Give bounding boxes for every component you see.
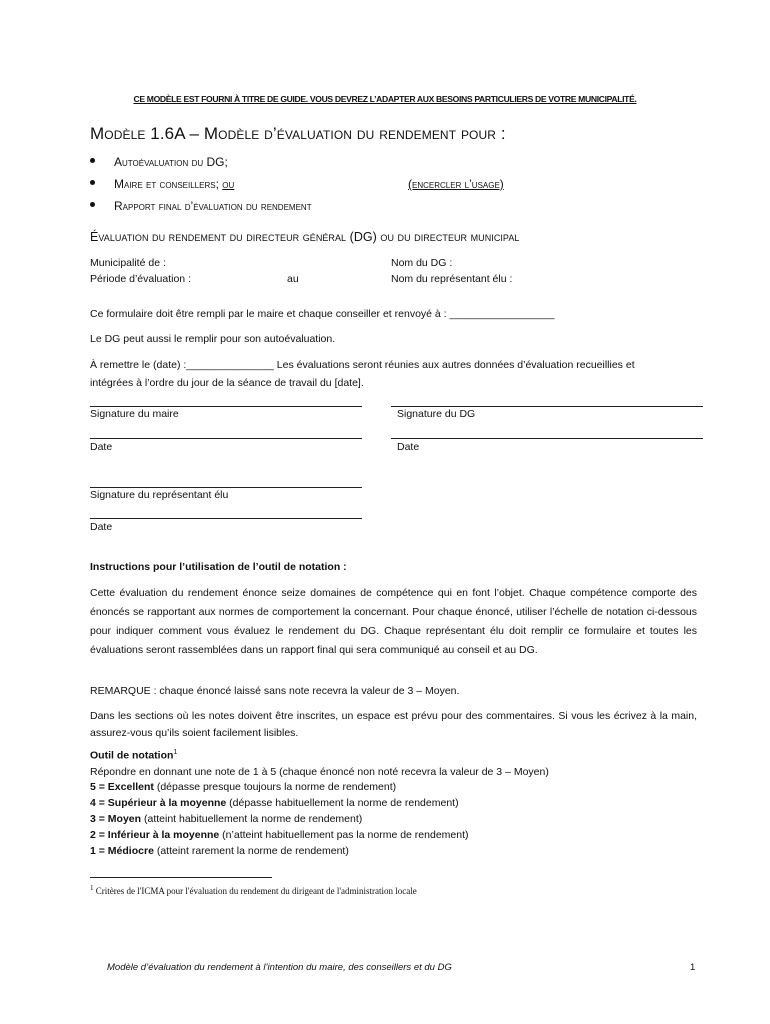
rempli-instruction: Ce formulaire doit être rempli par le maire et chaque conseiller et renvoyé à : __________________ [90, 308, 555, 320]
rating-2: 2 = Inférieur à la moyenne (n’atteint habituellement pas la norme de rendement) [90, 829, 469, 841]
signature-line-representant [90, 487, 362, 488]
nom-dg-label: Nom du DG : [391, 257, 453, 269]
remettre-line-2: intégrées à l’ordre du jour de la séance de travail du [date]. [90, 377, 364, 389]
signature-line-maire [90, 406, 362, 407]
instructions-heading: Instructions pour l’utilisation de l’outil de notation : [90, 561, 347, 573]
page-footer: Modèle d’évaluation du rendement à l’intention du maire, des conseillers et du DG [107, 962, 452, 973]
remarque-note: REMARQUE : chaque énoncé laissé sans note recevra la valeur de 3 – Moyen. [90, 685, 460, 697]
guide-banner: CE MODÈLE EST FOURNI À TITRE DE GUIDE. VOUS DEVREZ L’ADAPTER AUX BESOINS PARTICULIERS DE VOTRE MUNICIPALITÉ. [133, 94, 637, 104]
encercler-note: (encercler l’usage) [408, 177, 504, 191]
footnote-reference: 1 [173, 749, 178, 756]
outil-intro: Répondre en donnant une note de 1 à 5 (chaque énoncé non noté recevra la valeur de 3 – Moyen) [90, 766, 549, 778]
rating-1: 1 = Médiocre (atteint rarement la norme de rendement) [90, 845, 349, 857]
instructions-paragraph: Cette évaluation du rendement énonce seize domaines de compétence qui en font l’objet. Chaque compétence comporte des énoncés se rapportant aux normes de comportement la concernant. Pour chaque énoncé, utiliser l’échelle de notation ci-dessous pour indiquer comment vous évaluez le rendement du DG. Chaque représentant élu doit remplir ce formulaire et toutes les évaluations seront rassemblées dans un rapport final qui sera communiqué au conseil et au DG. [90, 587, 697, 656]
rating-3: 3 = Moyen (atteint habituellement la norme de rendement) [90, 813, 363, 825]
signature-dg-label: Signature du DG [397, 408, 476, 420]
periode-au-label: au [287, 273, 299, 285]
date-line-representant [90, 518, 362, 519]
rating-4: 4 = Supérieur à la moyenne (dépasse habituellement la norme de rendement) [90, 797, 459, 809]
page-title: Modèle 1.6A – Modèle d’évaluation du rendement pour : [90, 124, 506, 143]
bullet-icon [90, 180, 95, 185]
periode-label: Période d’évaluation : [90, 273, 191, 285]
autoevaluation-note: Le DG peut aussi le remplir pour son autoévaluation. [90, 333, 336, 345]
rating-5: 5 = Excellent (dépasse presque toujours la norme de rendement) [90, 781, 397, 793]
bullet-icon [90, 202, 95, 207]
date-line-maire [90, 438, 362, 439]
date-maire-label: Date [90, 441, 113, 453]
document-page: CE MODÈLE EST FOURNI À TITRE DE GUIDE. VOUS DEVREZ L’ADAPTER AUX BESOINS PARTICULIERS DE VOTRE MUNICIPALITÉ. Modèle 1.6A – Modèle d’évaluation du rendement pour : Autoévaluation du DG; Maire et conseillers; ou Rapport final d’évaluation du rendement (encercler l’usage) Évaluation du rendement du directeur général (DG) ou du directeur municipal Municipalité de : Période d’évaluation : au Nom du DG : Nom du représentant élu : Ce formulaire doit être rempli par le maire et chaque conseiller et renvoyé à : __________________ Le DG peut aussi le remplir pour son autoévaluation. À remettre le (date) :_______________ Les évaluations seront réunies aux autres données d’évaluation recueillies et intégrées à l’ordre du jour de la séance de travail du [date]. Signature du maire Signature du DG Date Date Signature du représentant élu Date Instructions pour l’utilisation de l’outil de notation : Cette évaluation du rendement énonce seize domaines de compétence qui en font l’objet. Chaque compétence comporte des énoncés se rapportant aux normes de comportement la concernant. Pour chaque énoncé, utiliser l’échelle de notation ci-dessous pour indiquer comment vous évaluez le rendement du DG. Chaque représentant élu doit remplir ce formulaire et toutes les évaluations seront rassemblées dans un rapport final qui sera communiqué au conseil et au DG. REMARQUE : chaque énoncé laissé sans note recevra la valeur de 3 – Moyen. Dans les sections où les notes doivent être inscrites, un espace est prévu pour des commentaires. Si vous les écrivez à la main, assurez-vous qu’ils soient facilement lisibles. Outil de notation$^1$ Répondre en donnant une note de 1 à 5 (chaque énoncé non noté recevra la valeur de 3 – Moyen) 5 = Excellent (dépasse presque toujours la norme de rendement) 4 = Supérieur à la moyenne (dépasse habituellement la norme de rendement) 3 = Moyen (atteint habituellement la norme de rendement) 2 = Inférieur à la moyenne (n’atteint habituellement pas la norme de rendement) 1 = Médiocre (atteint rarement la norme de rendement) $^1$ Critères de l'ICMA pour l'évaluation du rendement du dirigeant de l'administration locale Modèle d’évaluation du rendement à l’intention du maire, des conseillers et du DG 1 [0, 0, 770, 1024]
bullet-ou-text: ou [222, 177, 235, 191]
municipalite-label: Municipalité de : [90, 257, 166, 269]
sections-paragraph: Dans les sections où les notes doivent être inscrites, un espace est prévu pour des commentaires. Si vous les écrivez à la main, assurez-vous qu’ils soient facilement lisibles. [90, 710, 697, 739]
footnote-text: Critères de l'ICMA pour l'évaluation du rendement du dirigeant de l'administration locale [93, 886, 417, 896]
footnote [90, 884, 417, 896]
remettre-line-1: À remettre le (date) :_______________ Les évaluations seront réunies aux autres données d’évaluation recueillies et [90, 359, 635, 371]
signature-maire-label: Signature du maire [90, 408, 179, 420]
page-number: 1 [690, 962, 696, 973]
date-representant-label: Date [90, 521, 113, 533]
footnote-number: 1 [90, 884, 94, 892]
date-line-dg [391, 438, 703, 439]
bullet-maire-text: Maire et conseillers; [114, 177, 223, 191]
outil-heading: Outil de notation$^1$ [90, 749, 178, 762]
bullet-icon [90, 158, 95, 163]
signature-representant-label: Signature du représentant élu [90, 489, 229, 501]
footnote-separator [90, 877, 272, 878]
section-heading: Évaluation du rendement du directeur général (DG) ou du directeur municipal [90, 230, 520, 244]
nom-representant-label: Nom du représentant élu : [391, 273, 513, 285]
signature-line-dg [391, 406, 703, 407]
date-dg-label: Date [397, 441, 420, 453]
